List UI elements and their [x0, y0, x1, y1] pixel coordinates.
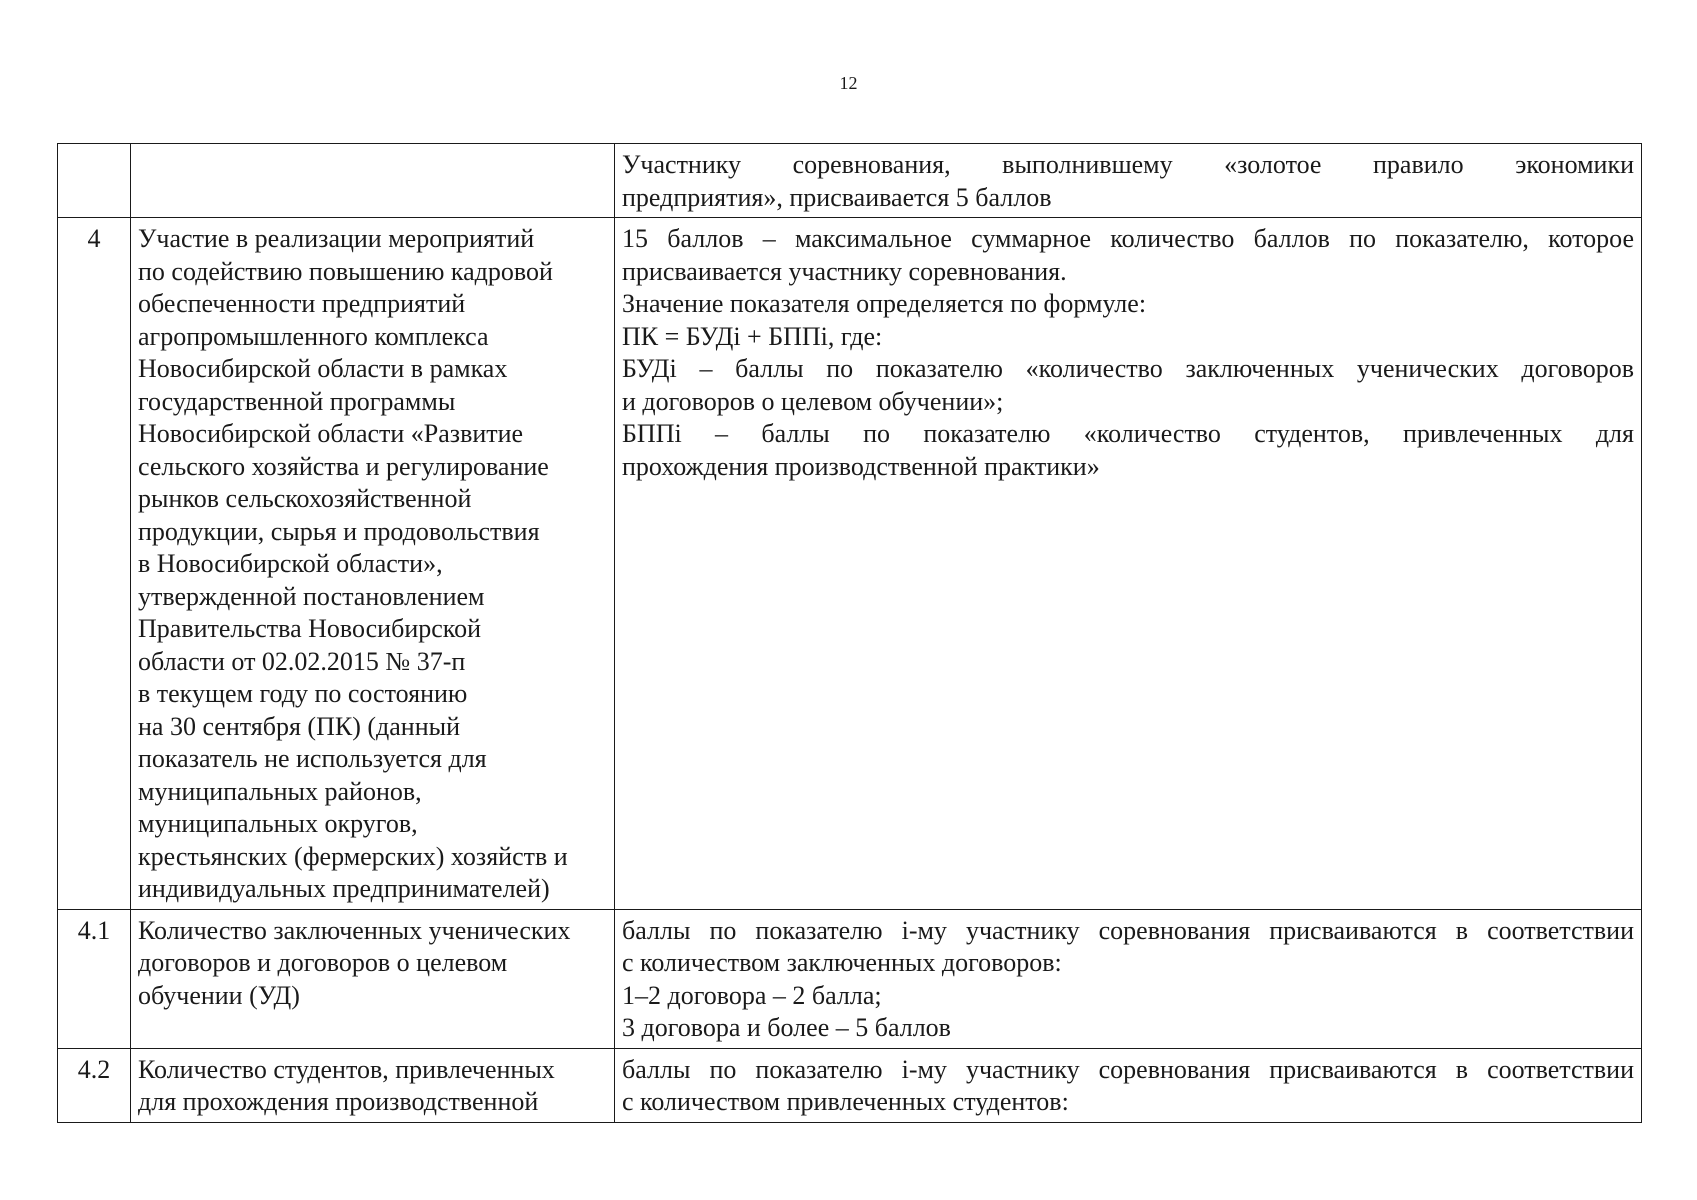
scoring-description-cell: [615, 144, 1642, 218]
indicator-name-line: сельского хозяйства и регулирование: [138, 451, 549, 481]
indicator-name-line: агропромышленного комплекса: [138, 321, 489, 351]
scoring-description-line: БУДi – баллы по показателю «количество заключенных ученических договоров: [622, 354, 1634, 383]
scoring-description-line: 1–2 договора – 2 балла;: [622, 980, 882, 1010]
scoring-description-line: Участнику соревнования, выполнившему «золотое правило экономики: [622, 150, 1634, 179]
row-number-cell: 4.1: [58, 909, 131, 1048]
indicator-name-line: области от 02.02.2015 № 37-п: [138, 646, 466, 676]
scoring-description-line: 15 баллов – максимальное суммарное количество баллов по показателю, которое: [622, 224, 1634, 253]
indicator-name-cell: [131, 218, 615, 910]
scoring-description-line: ПК = БУДi + БППi, где:: [622, 321, 883, 351]
page-number: 12: [839, 73, 858, 93]
scoring-description-line: присваивается участнику соревнования.: [622, 256, 1067, 286]
indicator-name-line: в Новосибирской области»,: [138, 549, 443, 578]
scoring-description-line: с количеством привлеченных студентов:: [622, 1087, 1069, 1116]
indicator-name-cell: [131, 144, 615, 218]
indicator-name-line: государственной программы: [138, 386, 456, 416]
indicator-name-line: муниципальных округов,: [138, 809, 418, 838]
scoring-description-cell: [615, 1048, 1642, 1122]
scoring-description-line: Значение показателя определяется по формуле:: [622, 289, 1147, 318]
indicator-name-line: обеспеченности предприятий: [138, 289, 466, 318]
indicator-name-line: Участие в реализации мероприятий: [138, 224, 535, 253]
scoring-description-line: 3 договора и более – 5 баллов: [622, 1013, 951, 1042]
indicator-name-line: продукции, сырья и продовольствия: [138, 516, 540, 546]
scoring-description-line: предприятия», присваивается 5 баллов: [622, 182, 1052, 212]
criteria-table: [57, 143, 1642, 1123]
indicator-name-cell: [131, 1048, 615, 1122]
indicator-name-line: по содействию повышению кадровой: [138, 256, 553, 286]
indicator-name-line: в текущем году по состоянию: [138, 679, 468, 708]
indicator-name-line: Новосибирской области «Развитие: [138, 419, 524, 448]
table-row: [58, 144, 1642, 218]
table-row: [58, 909, 1642, 1048]
scoring-description-line: прохождения производственной практики»: [622, 451, 1100, 481]
scoring-description-line: БППi – баллы по показателю «количество студентов, привлеченных для: [622, 419, 1634, 448]
indicator-name-line: крестьянских (фермерских) хозяйств и: [138, 841, 568, 871]
row-number-cell: [58, 144, 131, 218]
indicator-name-line: рынков сельскохозяйственной: [138, 484, 472, 513]
indicator-name-line: утвержденной постановлением: [138, 581, 485, 611]
indicator-name-line: индивидуальных предпринимателей): [138, 874, 550, 903]
indicator-name-line: договоров и договоров о целевом: [138, 948, 508, 977]
indicator-name-line: на 30 сентября (ПК) (данный: [138, 711, 461, 741]
scoring-description-line: баллы по показателю i-му участнику соревнования присваиваются в соответствии: [622, 915, 1634, 945]
table-row: [58, 218, 1642, 910]
row-number-cell: 4.2: [58, 1048, 131, 1122]
table-row: [58, 1048, 1642, 1122]
indicator-name-line: Новосибирской области в рамках: [138, 354, 508, 383]
scoring-description-line: и договоров о целевом обучении»;: [622, 386, 1004, 416]
scoring-description-line: баллы по показателю i-му участнику соревнования присваиваются в соответствии: [622, 1054, 1634, 1084]
indicator-name-line: муниципальных районов,: [138, 776, 422, 806]
indicator-name-line: Правительства Новосибирской: [138, 614, 482, 643]
indicator-name-line: показатель не используется для: [138, 744, 487, 773]
indicator-name-line: Количество студентов, привлеченных: [138, 1054, 555, 1084]
indicator-name-line: Количество заключенных ученических: [138, 915, 571, 945]
row-number-cell: 4: [58, 218, 131, 910]
scoring-description-line: с количеством заключенных договоров:: [622, 948, 1062, 977]
scoring-description-cell: [615, 218, 1642, 910]
criteria-table-body: [58, 144, 1642, 1123]
indicator-name-cell: [131, 909, 615, 1048]
indicator-name-line: для прохождения производственной: [138, 1087, 539, 1116]
scoring-description-cell: [615, 909, 1642, 1048]
indicator-name-line: обучении (УД): [138, 980, 300, 1010]
